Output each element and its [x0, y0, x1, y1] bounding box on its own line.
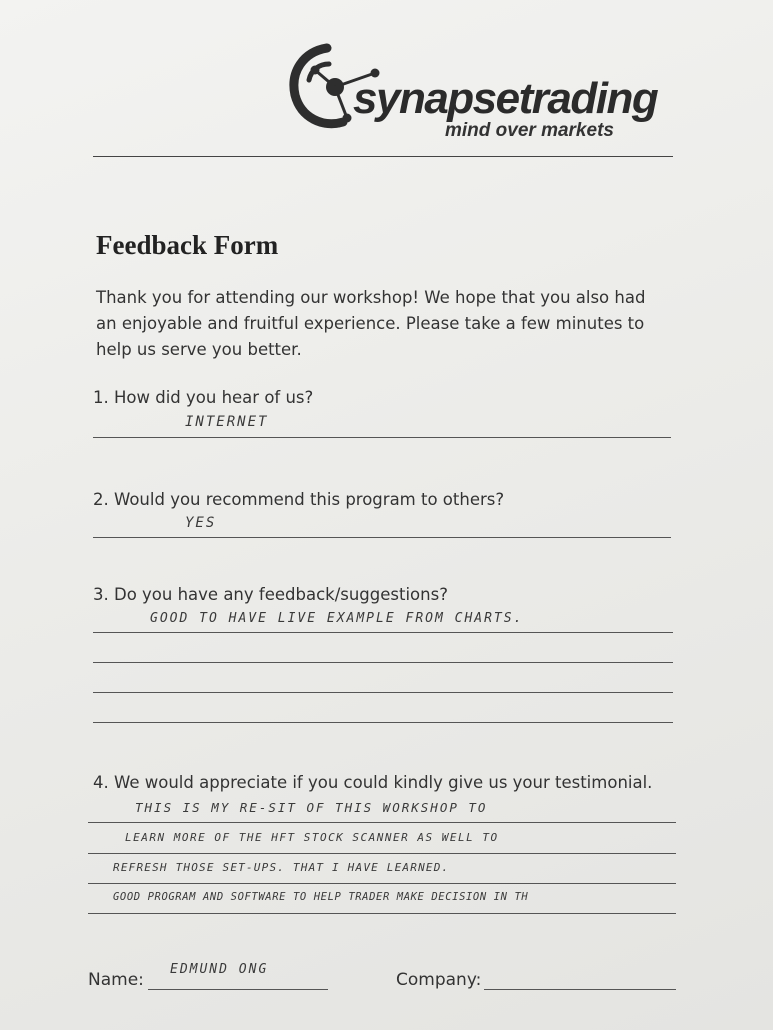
logo-wordmark: synapsetrading — [353, 74, 658, 123]
answer-line — [93, 537, 671, 538]
answer-line — [88, 822, 676, 823]
synapsetrading-logo — [285, 40, 685, 150]
company-label: Company: — [396, 970, 482, 990]
answer-line — [93, 722, 673, 723]
name-label: Name: — [88, 970, 144, 990]
question-4-label: 4. We would appreciate if you could kindly give us your testimonial. — [93, 773, 653, 792]
logo-tagline: mind over markets — [445, 120, 614, 141]
answer-line — [88, 883, 676, 884]
answer-line — [88, 853, 676, 854]
question-4-answer-line-2: LEARN MORE OF THE HFT STOCK SCANNER AS WELL TO — [125, 831, 499, 844]
intro-line: help us serve you better. — [96, 340, 302, 359]
form-title: Feedback Form — [96, 230, 279, 260]
name-field-line — [148, 989, 328, 990]
question-3-label: 3. Do you have any feedback/suggestions? — [93, 585, 448, 604]
intro-line: Thank you for attending our workshop! We hope that you also had — [96, 288, 646, 307]
question-2-label: 2. Would you recommend this program to others? — [93, 490, 505, 509]
header-divider — [93, 156, 673, 157]
question-1-answer: INTERNET — [185, 414, 269, 430]
question-4-answer-line-4: GOOD PROGRAM AND SOFTWARE TO HELP TRADER MAKE DECISION IN TH — [113, 891, 529, 903]
intro-line: an enjoyable and fruitful experience. Please take a few minutes to — [96, 314, 645, 333]
answer-line — [93, 437, 671, 438]
form-intro — [96, 285, 676, 363]
answer-line — [93, 662, 673, 663]
question-3-answer: GOOD TO HAVE LIVE EXAMPLE FROM CHARTS. — [150, 611, 524, 626]
question-4-answer-line-3: REFRESH THOSE SET-UPS. THAT I HAVE LEARNED. — [113, 861, 450, 874]
answer-line — [88, 913, 676, 914]
question-4-answer-line-1: THIS IS MY RE-SIT OF THIS WORKSHOP TO — [135, 800, 488, 815]
name-value: EDMUND ONG — [170, 962, 269, 977]
question-1-label: 1. How did you hear of us? — [93, 388, 314, 407]
question-2-answer: YES — [185, 515, 217, 531]
answer-line — [93, 692, 673, 693]
company-field-line — [484, 989, 676, 990]
answer-line — [93, 632, 673, 633]
